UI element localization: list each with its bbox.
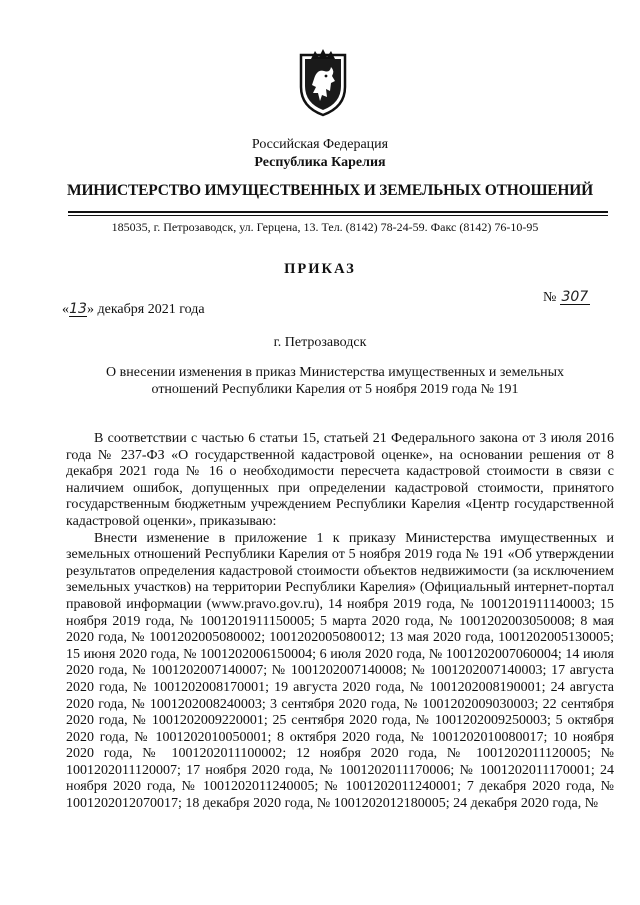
number-sign: № bbox=[543, 290, 557, 305]
order-date bbox=[62, 302, 205, 318]
handwritten-day: 13 bbox=[69, 301, 87, 317]
date-open-quote: « bbox=[62, 302, 69, 317]
country-name: Российская Федерация bbox=[251, 137, 389, 152]
karelia-coat-of-arms-icon bbox=[297, 47, 349, 117]
ministry-name: МИНИСТЕРСТВО ИМУЩЕСТВЕННЫХ И ЗЕМЕЛЬНЫХ ОТНОШЕНИЙ bbox=[67, 182, 593, 199]
header-divider-thin bbox=[68, 215, 608, 216]
republic-name: Республика Карелия bbox=[254, 155, 386, 170]
body-paragraph-1: В соответствии с частью 6 статьи 15, статьей 21 Федерального закона от 3 июля 2016 года № 237-ФЗ «О государственной кадастровой оценке», на основании решения от 8 декабря 2021 года № 16 о необходимости пересчета кадастровой стоимости в связи с наличием ошибок, допущенных при определении кадастровой стоимости, принятого государственным бюджетным учреждением Республики Карелия «Центр государственной кадастровой оценки», приказываю: bbox=[66, 431, 614, 529]
body-paragraph-2: Внести изменение в приложение 1 к приказу Министерства имущественных и земельных отношений Республики Карелия от 5 ноября 2019 года № 191 «Об утверждении результатов определения кадастровой стоимости объектов недвижимости (за исключением земельных участков) на территории Республики Карелия» (Официальный интернет-портал правовой информации (www.pravo.gov.ru), 14 ноября 2019 года, № 1001201911140003; 15 ноября 2019 года, № 1001201911150005; 5 марта 2020 года, № 1001202003050008; 8 мая 2020 года, № 1001202005080002; 1001202005080012; 13 мая 2020 года, 1001202005130005; 15 июня 2020 года, № 1001202006150004; 6 июля 2020 года, № 1001202007060004; 14 июля 2020 года, № 1001202007140007; № 1001202007140008; № 1001202007140003; 17 августа 2020 года, № 1001202008170001; 19 августа 2020 года, № 1001202008190001; 24 августа 2020 года, № 1001202008240003; 3 сентября 2020 года, № 1001202009030003; 22 сентября 2020 года, № 1001202009220001; 25 сентября 2020 года, № 1001202009250003; 5 октября 2020 года, № 1001202010050001; 8 октября 2020 года, № 1001202010080017; 10 ноября 2020 года, № 1001202011100002; 12 ноября 2020 года, № 1001202011120005; № 1001202011120007; 17 ноября 2020 года, № 1001202011170006; № 1001202011170001; 24 ноября 2020 года, № 1001202011240005; № 1001202011240001; 7 декабря 2020 года, № 1001202012070017; 18 декабря 2020 года, № 1001202012180005; 24 декабря 2020 года, № bbox=[66, 530, 614, 812]
document-title: ПРИКАЗ bbox=[284, 261, 356, 277]
order-number bbox=[543, 290, 590, 306]
order-body bbox=[66, 431, 614, 813]
handwritten-number: 307 bbox=[561, 289, 589, 305]
order-city: г. Петрозаводск bbox=[273, 335, 367, 350]
order-subject: О внесении изменения в приказ Министерства имущественных и земельных отношений Республики Карелия от 5 ноября 2019 года № 191 bbox=[106, 365, 564, 397]
ministry-address: 185035, г. Петрозаводск, ул. Герцена, 13. Тел. (8142) 78-24-59. Факс (8142) 76-10-95 bbox=[111, 220, 539, 234]
date-month-year: декабря 2021 года bbox=[97, 302, 205, 317]
date-close-quote: » bbox=[87, 302, 94, 317]
header-divider-thick bbox=[68, 211, 608, 213]
